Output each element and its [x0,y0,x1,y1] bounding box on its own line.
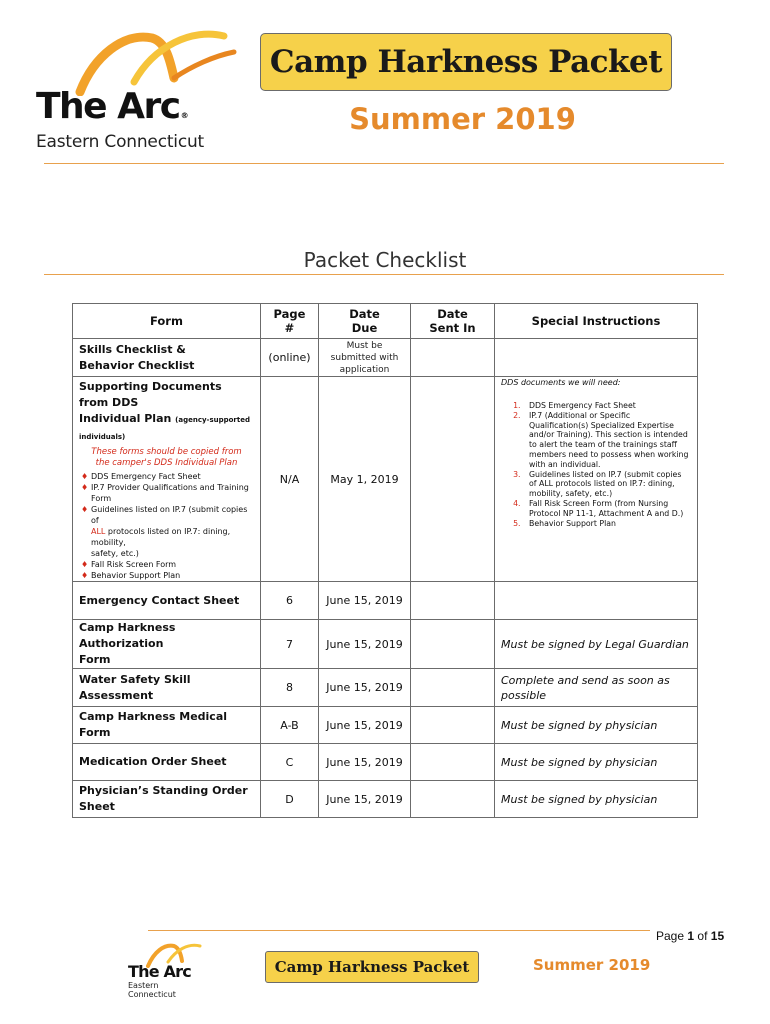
page-number: 8 [261,669,319,707]
header-form: Form [73,304,261,339]
page-number: 7 [261,620,319,669]
checklist-divider [44,274,724,275]
list-item: ♦ Fall Risk Screen Form [79,559,254,570]
instructions: Must be signed by physician [495,781,698,818]
footer-title: Camp Harkness Packet [274,958,470,976]
page-number: (online) [261,339,319,377]
date-sent [411,744,495,781]
list-item: ♦ Behavior Support Plan [79,570,254,581]
table-header-row [73,304,698,339]
list-item: 1. DDS Emergency Fact Sheet [523,401,691,411]
header-instructions: Special Instructions [495,304,698,339]
date-due: June 15, 2019 [319,781,411,818]
arc-logo [34,26,234,156]
instructions: Must be signed by physician [495,707,698,744]
checklist-title: Packet Checklist [303,248,467,272]
instructions: DDS documents we will need: 1. DDS Emergency Fact Sheet 2. IP.7 (Additional or Specific Qualification(s) Specialized Expertise and/or Training). This section is intended to alert the team of the trainings staff members need to possess when working with an individual. 3. Guidelines listed on IP.7 (submit copies of ALL protocols listed on IP.7: dining, mobility, safety, etc.) 4. Fall Risk Screen Form (from Nursing Protocol NP 11-1, Attachment A and D.) 5. Behavior Support Plan [495,377,698,582]
table-row [73,781,698,818]
footer-title-banner [265,951,479,983]
header-page: Page # [261,304,319,339]
date-sent [411,781,495,818]
supporting-docs-list [79,471,254,581]
logo-name: The Arc® [36,86,189,127]
date-due: June 15, 2019 [319,582,411,620]
list-item: 3. Guidelines listed on IP.7 (submit copies of ALL protocols listed on IP.7: dining, mobility, safety, etc.) [523,470,691,499]
date-sent [411,339,495,377]
instructions: Complete and send as soon as possible [495,669,698,707]
header-divider [44,163,724,164]
page-number: A-B [261,707,319,744]
date-sent [411,669,495,707]
table-row [73,377,698,582]
instructions [495,582,698,620]
date-due: Must be submitted with application [319,339,411,377]
date-due: May 1, 2019 [319,377,411,582]
date-sent [411,582,495,620]
packet-subtitle: Summer 2019 [349,102,576,136]
copy-note: These forms should be copied from the camper's DDS Individual Plan [91,447,242,468]
table-row [73,339,698,377]
table-row [73,669,698,707]
form-name: Emergency Contact Sheet [73,582,261,620]
page-indicator: Page 1 of 15 [656,929,725,943]
footer-arc-logo: The Arc Eastern Connecticut [126,942,206,992]
header-date-due: Date Due [319,304,411,339]
form-name: Physician’s Standing Order Sheet [73,781,261,818]
date-sent [411,707,495,744]
table-row [73,620,698,669]
packet-checklist-table [72,303,698,818]
instructions: Must be signed by Legal Guardian [495,620,698,669]
date-due: June 15, 2019 [319,620,411,669]
form-name: Camp Harkness Authorization Form [73,620,261,669]
form-name: Skills Checklist & Behavior Checklist [73,339,261,377]
date-due: June 15, 2019 [319,744,411,781]
table-row [73,744,698,781]
list-item: 4. Fall Risk Screen Form (from Nursing Protocol NP 11-1, Attachment A and D.) [523,499,691,519]
list-item: ♦ Guidelines listed on IP.7 (submit copies of ALL protocols listed on IP.7: dining, mobility, safety, etc.) [79,504,254,559]
form-name: Camp Harkness Medical Form [73,707,261,744]
page-number: D [261,781,319,818]
form-name: Medication Order Sheet [73,744,261,781]
header-date-sent: Date Sent In [411,304,495,339]
packet-title-banner [260,33,672,91]
page-number: N/A [261,377,319,582]
date-sent [411,377,495,582]
form-name: Supporting Documents from DDS Individual Plan (agency-supported individuals) These forms should be copied from the camper's DDS Individual Plan ♦ DDS Emergency Fact Sheet ♦ IP.7 Provider Qualifications and Training Form ♦ Guidelines listed on IP.7 (submit copies of ALL protocols listed on IP.7: dining, mobility, safety, etc.) ♦ Fall Risk Screen Form ♦ Behavior Support Plan [73,377,261,582]
date-due: June 15, 2019 [319,669,411,707]
form-name: Water Safety Skill Assessment [73,669,261,707]
page-number: C [261,744,319,781]
table-row [73,582,698,620]
list-item: ♦ IP.7 Provider Qualifications and Training Form [79,482,254,504]
date-sent [411,620,495,669]
list-item: 5. Behavior Support Plan [523,519,691,529]
table-row [73,707,698,744]
packet-title: Camp Harkness Packet [269,44,663,80]
footer-divider [148,930,650,931]
instructions [495,339,698,377]
footer-subtitle: Summer 2019 [533,956,651,974]
logo-subtitle: Eastern Connecticut [36,132,205,152]
list-item: 2. IP.7 (Additional or Specific Qualification(s) Specialized Expertise and/or Training). This section is intended to alert the team of the trainings staff members need to possess when working with an individual. [523,411,691,470]
date-due: June 15, 2019 [319,707,411,744]
list-item: ♦ DDS Emergency Fact Sheet [79,471,254,482]
instructions: Must be signed by physician [495,744,698,781]
page-number: 6 [261,582,319,620]
dds-documents-list [501,401,691,528]
